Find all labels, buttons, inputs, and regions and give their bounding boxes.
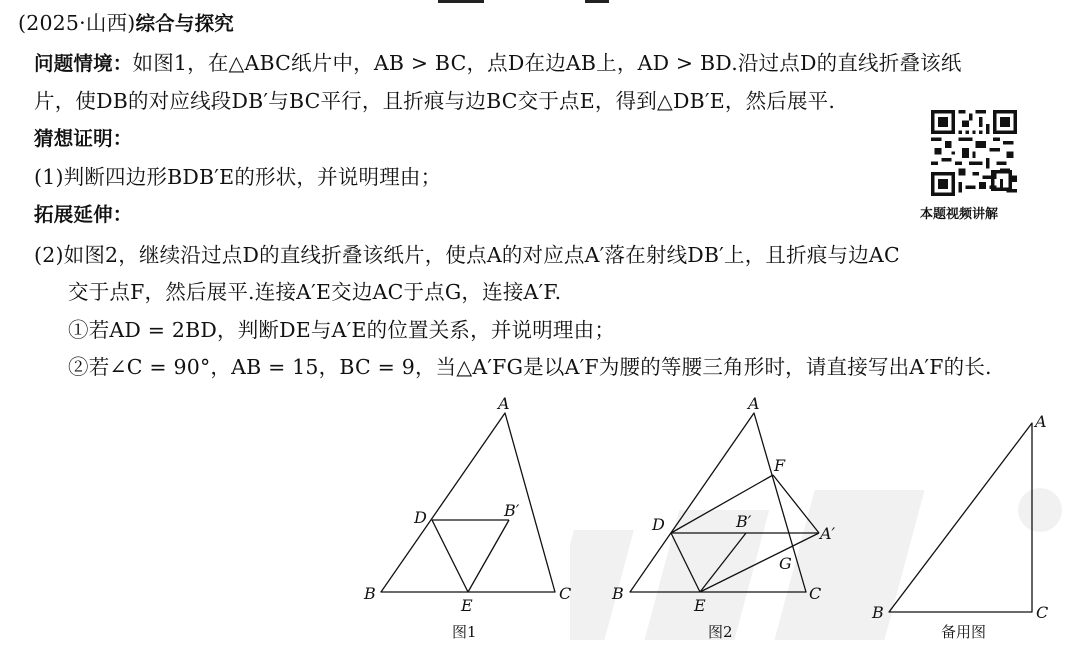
fig1-label-d: D xyxy=(414,508,427,527)
fig2-label-a: A xyxy=(748,394,760,413)
situation-line-1 xyxy=(34,48,962,79)
fig3-label-c: C xyxy=(1036,603,1049,622)
fig2-label-b-prime: B′ xyxy=(736,512,752,531)
fig1-label-c: C xyxy=(559,584,572,603)
qr-caption: 本题视频讲解 xyxy=(920,207,999,222)
fig2-fold-df xyxy=(671,475,773,533)
situation-text-1: 如图1，在△ABC纸片中，AB > BC，点D在边AB上，AD > BD.沿过点D的直线折叠该纸 xyxy=(132,51,962,75)
situation-line-2: 片，使DB的对应线段DB′与BC平行，且折痕与边BC交于点E，得到△DB′E，然后展平. xyxy=(34,89,836,113)
fig2-label-b: B xyxy=(612,584,624,603)
fig2-caption: 图2 xyxy=(708,623,733,641)
fig2-label-c: C xyxy=(809,584,822,603)
problem-source: (2025·山西) xyxy=(18,11,136,35)
header-line xyxy=(18,8,234,39)
fig3-label-a: A xyxy=(1035,412,1047,431)
fig2-label-d: D xyxy=(652,515,665,534)
fig2-fold-de xyxy=(671,533,700,592)
problem-title: 综合与探究 xyxy=(135,12,234,35)
question-2-sub-2: ②若∠C = 90°，AB = 15，BC = 9，当△A′FG是以A′F为腰的等腰三角形时，请直接写出A′F的长. xyxy=(68,355,992,379)
fig2-label-e: E xyxy=(694,596,706,615)
conjecture-label: 猜想证明： xyxy=(34,127,133,150)
question-2-line-2: 交于点F，然后展平.连接A′E交边AC于点G，连接A′F. xyxy=(68,280,562,304)
fig1-segment-b-prime-e xyxy=(468,520,509,592)
situation-label: 问题情境： xyxy=(34,52,133,75)
question-2-sub-1: ①若AD = 2BD，判断DE与A′E的位置关系，并说明理由； xyxy=(68,318,616,342)
fig2-label-g: G xyxy=(779,554,792,573)
fig1-fold-de xyxy=(432,520,468,592)
question-2-line-1: (2)如图2，继续沿过点D的直线折叠该纸片，使点A的对应点A′落在射线DB′上，且折痕与边AC xyxy=(34,243,900,267)
question-1: (1)判断四边形BDB′E的形状，并说明理由； xyxy=(34,165,442,189)
fig1-caption: 图1 xyxy=(452,623,477,641)
figures-area xyxy=(0,385,1080,656)
fig2-segment-a-prime-e xyxy=(700,533,819,592)
fig1-label-b: B xyxy=(364,584,376,603)
fig3-label-b: B xyxy=(872,603,884,622)
top-edge-marks xyxy=(0,0,1080,4)
fig2-segment-b-prime-e xyxy=(700,533,746,592)
fig2-label-f: F xyxy=(774,456,786,475)
fig3-caption: 备用图 xyxy=(941,623,987,641)
extension-label: 拓展延伸： xyxy=(34,203,133,226)
fig1-label-e: E xyxy=(461,596,473,615)
qr-code[interactable] xyxy=(931,110,1017,196)
fig3-right-triangle-abc xyxy=(889,423,1032,612)
fig2-label-a-prime: A′ xyxy=(820,524,836,543)
fig1-label-a: A xyxy=(498,394,510,413)
fig1-label-b-prime: B′ xyxy=(504,501,520,520)
fig1-triangle-abc xyxy=(381,413,555,592)
